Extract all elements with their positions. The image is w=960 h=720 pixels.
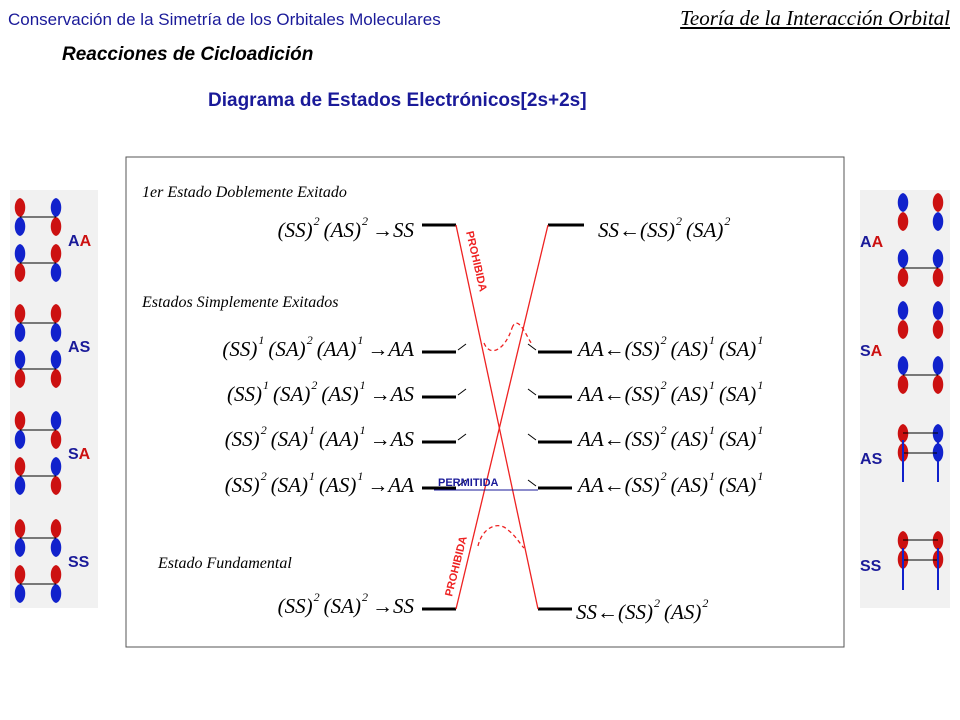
right-state-2-exp-0: 2 xyxy=(660,378,667,392)
heading-double-excited: 1er Estado Doblemente Exitado xyxy=(142,184,347,201)
left-state-0-exp-0: 2 xyxy=(313,214,320,228)
right-state-4-exp-1: 1 xyxy=(708,469,715,483)
right-state-5 xyxy=(576,596,708,624)
left-state-2-exp-0: 1 xyxy=(263,378,270,392)
right-state-5-exp-1: 2 xyxy=(702,596,709,610)
right-state-4-exp-2: 1 xyxy=(757,469,764,483)
right-orbital-label-char2-3: S xyxy=(870,558,882,575)
left-state-1 xyxy=(222,333,414,361)
left-state-0-term-1: (AS) xyxy=(323,218,361,242)
header-right-title: Teoría de la Interacción Orbital xyxy=(680,6,950,30)
left-state-4-term-1: (SA) xyxy=(270,473,309,497)
left-orbital-label-char2-0: A xyxy=(79,233,92,250)
left-orbital-label-char1-2: S xyxy=(68,446,79,463)
left-state-2-arrow: → xyxy=(369,382,391,406)
left-orbital-label-1 xyxy=(68,339,91,356)
forbidden-label-bottom: PROHIBIDA xyxy=(443,534,470,598)
right-state-2-symmetry: AA xyxy=(578,382,604,406)
right-orbital-label-3 xyxy=(860,558,882,575)
left-state-2-term-2: (AS) xyxy=(321,382,359,406)
left-orbital-label-3 xyxy=(68,554,90,571)
left-state-1-exp-2: 1 xyxy=(357,333,364,347)
left-state-4-exp-0: 2 xyxy=(260,469,267,483)
right-state-1-exp-2: 1 xyxy=(757,333,764,347)
left-state-5-arrow: → xyxy=(372,594,393,618)
left-state-2-exp-1: 2 xyxy=(311,378,318,392)
left-state-1-term-0: (SS) xyxy=(222,337,258,361)
left-state-5-term-1: (SA) xyxy=(323,594,361,618)
right-state-3-exp-0: 2 xyxy=(660,423,667,437)
left-state-0-term-0: (SS) xyxy=(277,218,313,242)
right-state-5-exp-0: 2 xyxy=(654,596,660,610)
right-orbital-label-char1-2: A xyxy=(860,451,872,468)
right-state-4-arrow: ← xyxy=(603,473,625,497)
left-state-2-term-0: (SS) xyxy=(227,382,263,406)
left-state-0-symmetry: SS xyxy=(393,218,414,242)
right-state-3-arrow: ← xyxy=(603,427,625,451)
right-state-2-term-2: (SA) xyxy=(718,382,757,406)
right-state-2-term-1: (AS) xyxy=(670,382,708,406)
right-state-0-arrow: ← xyxy=(619,218,640,242)
right-state-0-exp-1: 2 xyxy=(724,214,731,228)
diagram-title: Diagrama de Estados Electrónicos[2s+2s] xyxy=(208,90,587,111)
left-state-2-term-1: (SA) xyxy=(273,382,311,406)
left-state-2 xyxy=(227,378,414,406)
right-state-0-term-0: (SS) xyxy=(640,218,675,242)
left-state-4-exp-1: 1 xyxy=(309,469,316,483)
right-orbital-label-char2-0: A xyxy=(871,234,884,251)
left-state-2-symmetry: AS xyxy=(390,382,414,406)
left-state-3-exp-2: 1 xyxy=(359,423,366,437)
allowed-label: PERMITIDA xyxy=(438,477,499,489)
left-orbital-label-0 xyxy=(68,233,92,250)
right-state-0-symmetry: SS xyxy=(598,218,619,242)
right-state-5-symmetry: SS xyxy=(576,600,597,624)
heading-single-excited: Estados Simplemente Exitados xyxy=(142,294,339,311)
right-state-2-exp-1: 1 xyxy=(708,378,715,392)
right-state-3-symmetry: AA xyxy=(578,427,604,451)
left-orbital-label-char2-2: A xyxy=(78,446,91,463)
left-state-4-exp-2: 1 xyxy=(357,469,364,483)
right-state-1-symmetry: AA xyxy=(578,337,604,361)
right-state-1-term-1: (AS) xyxy=(670,337,708,361)
left-state-4 xyxy=(225,469,414,497)
left-state-4-arrow: → xyxy=(367,473,389,497)
left-state-1-arrow: → xyxy=(367,337,389,361)
right-state-4-symmetry: AA xyxy=(578,473,604,497)
right-state-3-exp-1: 1 xyxy=(708,423,715,437)
left-state-1-term-2: (AA) xyxy=(316,337,357,361)
right-state-4-exp-0: 2 xyxy=(660,469,667,483)
left-state-5-exp-0: 2 xyxy=(313,590,320,604)
left-state-5 xyxy=(278,590,415,618)
left-state-3-term-2: (AA) xyxy=(319,427,359,451)
left-state-3-term-1: (SA) xyxy=(270,427,309,451)
left-state-3-exp-0: 2 xyxy=(260,423,267,437)
forbidden-label-top: PROHIBIDA xyxy=(463,229,489,293)
left-state-5-symmetry: SS xyxy=(393,594,414,618)
left-state-5-term-0: (SS) xyxy=(277,594,313,618)
right-state-4-term-0: (SS) xyxy=(624,473,660,497)
left-orbital-label-char1-3: S xyxy=(68,554,79,571)
left-orbital-label-char1-1: A xyxy=(68,339,80,356)
right-state-2-arrow: ← xyxy=(603,382,625,406)
right-state-3-exp-2: 1 xyxy=(757,423,764,437)
left-state-3 xyxy=(225,423,415,451)
left-state-1-exp-1: 2 xyxy=(306,333,313,347)
left-state-1-term-1: (SA) xyxy=(268,337,306,361)
left-state-2-exp-2: 1 xyxy=(359,378,366,392)
right-orbital-label-char2-2: S xyxy=(871,451,883,468)
right-orbital-label-char1-3: S xyxy=(860,558,871,575)
right-state-0-exp-0: 2 xyxy=(676,214,682,228)
left-state-4-symmetry: AA xyxy=(388,473,414,497)
right-orbital-label-char2-1: A xyxy=(870,343,883,360)
left-state-0-exp-1: 2 xyxy=(362,214,368,228)
right-orbital-label-char1-1: S xyxy=(860,343,871,360)
left-state-0-arrow: → xyxy=(372,218,393,242)
right-orbital-label-char1-0: A xyxy=(860,234,872,251)
right-state-1-exp-1: 1 xyxy=(708,333,715,347)
right-state-5-term-1: (AS) xyxy=(664,600,702,624)
right-state-0-term-1: (SA) xyxy=(686,218,724,242)
left-state-5-exp-1: 2 xyxy=(362,590,368,604)
right-state-3-term-0: (SS) xyxy=(624,427,660,451)
left-state-4-term-0: (SS) xyxy=(224,473,260,497)
header-left-title: Conservación de la Simetría de los Orbitales Moleculares xyxy=(8,10,441,29)
right-orbital-label-2 xyxy=(860,451,883,468)
right-state-1-arrow: ← xyxy=(603,337,625,361)
left-state-4-term-2: (AS) xyxy=(319,473,357,497)
left-state-3-symmetry: AS xyxy=(390,427,414,451)
left-orbital-label-char2-1: S xyxy=(79,339,91,356)
right-state-1-term-0: (SS) xyxy=(624,337,660,361)
right-state-4-term-2: (SA) xyxy=(718,473,757,497)
heading-ground-state: Estado Fundamental xyxy=(158,555,292,572)
right-state-2-exp-2: 1 xyxy=(757,378,764,392)
left-state-3-exp-1: 1 xyxy=(309,423,316,437)
right-orbital-label-1 xyxy=(860,343,883,360)
subtitle: Reacciones de Cicloadición xyxy=(62,44,314,65)
left-orbital-label-2 xyxy=(68,446,91,463)
left-orbital-label-char2-3: S xyxy=(78,554,90,571)
left-orbital-label-char1-0: A xyxy=(68,233,80,250)
left-state-0 xyxy=(278,214,415,242)
right-state-4-term-1: (AS) xyxy=(670,473,708,497)
left-state-1-exp-0: 1 xyxy=(258,333,265,347)
right-state-3-term-1: (AS) xyxy=(670,427,708,451)
left-state-3-arrow: → xyxy=(369,427,391,451)
right-state-1-term-2: (SA) xyxy=(718,337,757,361)
right-state-3-term-2: (SA) xyxy=(718,427,757,451)
right-state-2-term-0: (SS) xyxy=(624,382,660,406)
left-state-1-symmetry: AA xyxy=(388,337,414,361)
right-state-0 xyxy=(598,214,730,242)
left-state-3-term-0: (SS) xyxy=(224,427,260,451)
right-state-5-arrow: ← xyxy=(597,600,618,624)
right-state-5-term-0: (SS) xyxy=(618,600,653,624)
right-state-1-exp-0: 2 xyxy=(660,333,667,347)
right-orbital-label-0 xyxy=(860,234,884,251)
